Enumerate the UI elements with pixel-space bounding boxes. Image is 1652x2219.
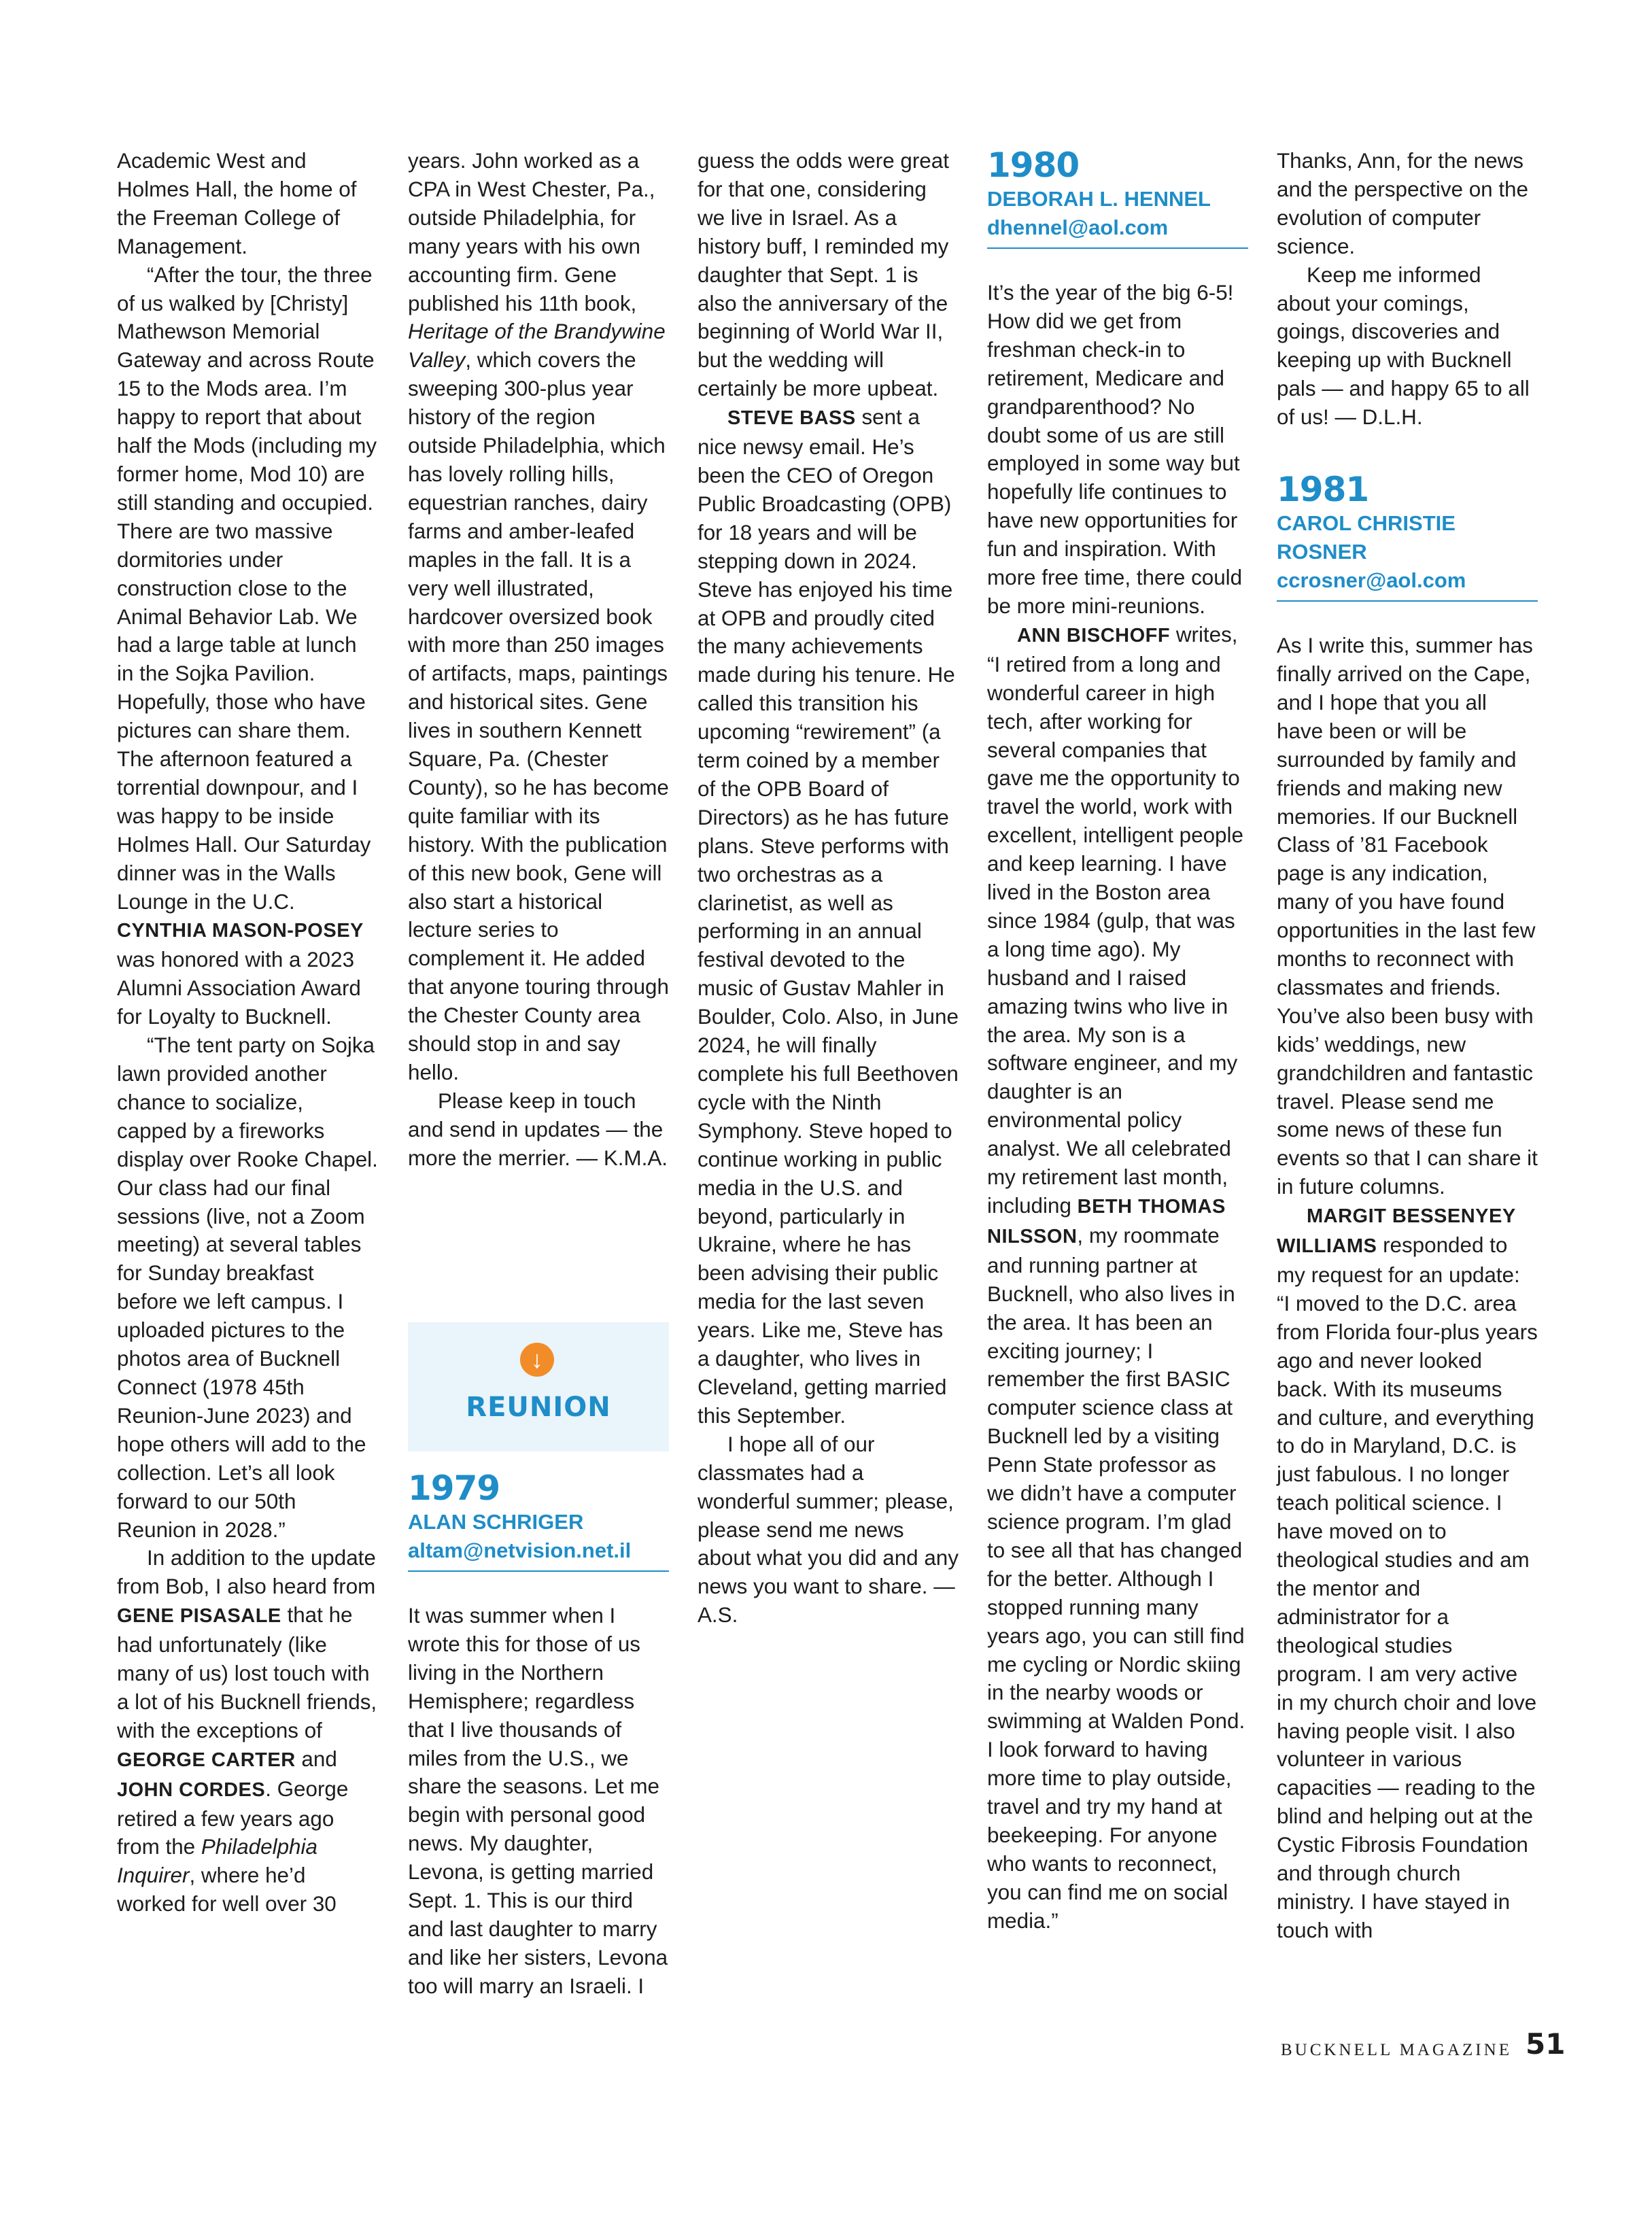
paragraph: In addition to the update from Bob, I also heard from GENE PISASALE that he had unfortunately (like many of us) lost touch with a lot of his Bucknell friends, with the exceptions of GEORGE CARTER and JOHN CORDES. George retired a few years ago from the Philadelphia Inquirer, where he’d worked for well over 30 [117,1546,377,1916]
book-title: Heritage of the Brandywine Valley [408,320,666,373]
class-year: 1980 [987,145,1080,185]
paragraph: Keep me informed about your comings, goings, discoveries and keeping up with Bucknell pals — and happy 65 to all of us! — D.L.H. [1277,262,1530,430]
class-year: 1979 [408,1468,500,1508]
magazine-name: BUCKNELL MAGAZINE [1281,2041,1512,2059]
correspondent-name: CAROL CHRISTIE ROSNER [1277,511,1456,564]
paragraph: It was summer when I wrote this for those of us living in the Northern Hemisphere; regardless that I live thousands of miles from the U.S., we share the seasons. Let me begin with personal good news. My daughter, Levona, is getting married Sept. 1. This is our third and last daughter to marry and like her sisters, Levona too will marry an Israeli. I [408,1604,668,1998]
paragraph: As I write this, summer has finally arrived on the Cape, and I hope that you all have been or will be surrounded by family and friends and making new memories. If our Bucknell Class of ’81 Facebook page is any indication, many of you have found opportunities in the last few months to reconnect with classmates and friends. You’ve also been busy with kids’ weddings, new grandchildren and fantastic travel. Please send me some news of these fun events so that I can share it in future columns. [1277,634,1538,1199]
paragraph: “After the tour, the three of us walked by [Christy] Mathewson Memorial Gateway and across Route 15 to the Mods area. I’m happy to report that about half the Mods (including my former home, Mod 10) are still standing and occupied. There are two massive dormitories under construction close to the Animal Behavior Lab. We had a large table at lunch in the Sojka Pavilion. Hopefully, those who have pictures can share them. The afternoon featured a torrential downpour, and I was happy to be inside Holmes Hall. Our Saturday dinner was in the Walls Lounge in the U.C. CYNTHIA MASON-POSEY was honored with a 2023 Alumni Association Award for Loyalty to Bucknell. [117,262,377,1029]
paragraph: Thanks, Ann, for the news and the perspective on the evolution of computer science. [1277,149,1528,258]
page-number: 51 [1526,2027,1566,2061]
paragraph: I hope all of our classmates had a wonderful summer; please, please send me news about what you did and any news you want to share. — A.S. [698,1432,959,1628]
publication-title: Philadelphia Inquirer [117,1835,317,1888]
paragraph: years. John worked as a CPA in West Chester, Pa., outside Philadelphia, for many years with his own accounting firm. Gene published his 11th book, Heritage of the Brandywine Valley, which covers the sweeping 300-plus year history of the region outside Philadelphia, which has lovely rolling hills, equestrian ranches, dairy farms and amber-leafed maples in the fall. It is a very well illustrated, hardcover oversized book with more than 250 images of artifacts, maps, paintings and historical sites. Gene lives in southern Kennett Square, Pa. (Chester County), so he has become quite familiar with its history. With the publication of this new book, Gene will also start a historical lecture series to complement it. He added that anyone touring through the Chester County area should stop in and say hello. [408,149,669,1084]
class-year: 1981 [1277,470,1369,510]
column-5 [1277,147,1538,1945]
classmate-name: BETH THOMAS NILSSON [987,1196,1226,1248]
column-1 [117,147,378,1919]
classmate-name: ANN BISCHOFF [1017,624,1171,647]
classmate-name: GENE PISASALE [117,1605,281,1628]
class-1979-section [408,1468,669,2001]
paragraph: guess the odds were great for that one, considering we live in Israel. As a history buff, I reminded my daughter that Sept. 1 is also the anniversary of the beginning of World War II, but the wedding will certainly be more upbeat. [698,149,949,401]
paragraph: “The tent party on Sojka lawn provided another chance to socialize, capped by a fireworks display over Rooke Chapel. Our class had our final sessions (live, not a Zoom meeting) at several tables for Sunday breakfast before we left campus. I uploaded pictures to the photos area of Bucknell Connect (1978 45th Reunion-June 2023) and hope others will add to the collection. Let’s all look forward to our 50th Reunion in 2028.” [117,1033,378,1542]
correspondent-name: DEBORAH L. HENNEL [987,187,1211,211]
column-2 [408,147,669,1173]
correspondent-name: ALAN SCHRIGER [408,1510,584,1534]
correspondent-email[interactable]: altam@netvision.net.il [408,1538,632,1562]
paragraph: Academic West and Holmes Hall, the home of the Freeman College of Management. [117,149,357,258]
classmate-name: CYNTHIA MASON-POSEY [117,920,364,942]
paragraph: It’s the year of the big 6-5! How did we get from freshman check-in to retirement, Medicare and grandparenthood? No doubt some of us are still employed in some way but hopefully life continues to have new opportunities for fun and inspiration. With more free time, there could be more mini-reunions. [987,281,1243,618]
reunion-callout [408,1322,669,1451]
divider [987,247,1248,249]
arrow-down-circle-icon: ↓ [520,1343,554,1377]
classmate-name: STEVE BASS [727,407,856,430]
reunion-label: REUNION [466,1392,611,1423]
correspondent-email[interactable]: ccrosner@aol.com [1277,568,1466,593]
column-3 [698,147,959,1630]
correspondent-email[interactable]: dhennel@aol.com [987,216,1169,239]
class-1980-section [987,145,1248,1936]
paragraph: Please keep in touch and send in updates — the more the merrier. — K.M.A. [408,1088,668,1170]
classmate-name: JOHN CORDES [117,1778,266,1801]
divider [408,1570,669,1572]
divider [1277,600,1538,602]
paragraph: MARGIT BESSENYEY WILLIAMS responded to my request for an update: “I moved to the D.C. area from Florida four-plus years ago and never looked back. With its museums and culture, and everything to do in Maryland, D.C. is just fabulous. I no longer teach political science. I have moved on to theological studies and am the mentor and administrator for a theological studies program. I am very active in my church choir and love having people visit. I also volunteer in various capacities — reading to the blind and helping out at the Cystic Fibrosis Foundation and through church ministry. I have stayed in touch with [1277,1205,1538,1942]
classmate-name: GEORGE CARTER [117,1749,296,1771]
classmate-name: MARGIT BESSENYEY WILLIAMS [1277,1205,1516,1258]
class-1981-section [1277,470,1538,1945]
paragraph: STEVE BASS sent a nice newsy email. He’s been the CEO of Oregon Public Broadcasting (OPB) for 18 years and will be stepping down in 2024. Steve has enjoyed his time at OPB and proudly cited the many achievements made during his tenure. He called this transition his upcoming “rewirement” (a term coined by a member of the OPB Board of Directors) as he has future plans. Steve performs with two orchestras as a clarinetist, as well as performing in an annual festival devoted to the music of Gustav Mahler in Boulder, Colo. Also, in June 2024, he will finally complete his full Beethoven cycle with the Ninth Symphony. Steve hoped to continue working in public media in the U.S. and beyond, particularly in Ukraine, where he has been advising their public media for the last seven years. Like me, Steve has a daughter, who lives in Cleveland, getting married this September. [698,405,959,1428]
paragraph: ANN BISCHOFF writes, “I retired from a long and wonderful career in high tech, after working for several companies that gave me the opportunity to travel the world, work with excellent, intelligent people and keep learning. I have lived in the Boston area since 1984 (gulp, that was a long time ago). My husband and I raised amazing twins who live in the area. My son is a software engineer, and my daughter is an environmental policy analyst. We all celebrated my retirement last month, including BETH THOMAS NILSSON, my roommate and running partner at Bucknell, who also lives in the area. It has been an exciting journey; I remember the first BASIC computer science class at Bucknell led by a visiting Penn State professor as we didn’t have a computer science program. I’m glad to see all that has changed for the better. Although I stopped running many years ago, you can still find me cycling or Nordic skiing in the nearby woods or swimming at Walden Pond. I look forward to having more time to play outside, travel and try my hand at beekeeping. For anyone who wants to reconnect, you can find me on social media.” [987,622,1245,1933]
